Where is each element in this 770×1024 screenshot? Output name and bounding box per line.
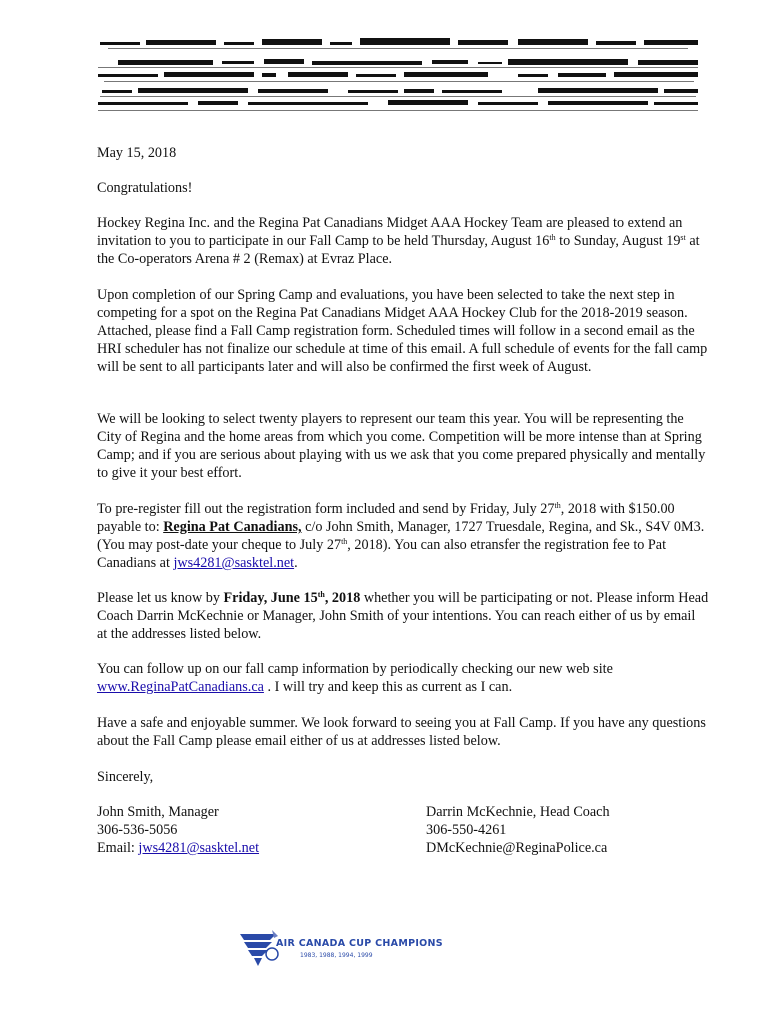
superscript-th: th	[549, 233, 556, 242]
letter-date: May 15, 2018	[97, 145, 177, 161]
coach-email: DMcKechnie@ReginaPolice.ca	[426, 840, 608, 856]
signature-coach	[426, 803, 610, 857]
paragraph-expectations: We will be looking to select twenty players to represent our team this year. You will be representing the City of Regina and the home areas from which you come. Competition will be more intense than at Spring Camp; and if you are serious about playing with us we ask that you come prepared physically and mentally to give it your best effort.	[97, 411, 706, 481]
superscript-st: st	[680, 233, 686, 242]
paragraph-farewell: Have a safe and enjoyable summer. We look forward to seeing you at Fall Camp. If you have any questions about the Fall Camp please email either of us at addresses listed below.	[97, 715, 706, 749]
invitation-text-c: at the Co-operators Arena # 2 (Remax) at Evraz Place.	[97, 233, 700, 267]
maple-leaf-icon	[240, 930, 278, 966]
manager-phone: 306-536-5056	[97, 822, 178, 838]
paragraph-registration	[97, 500, 709, 572]
invitation-text-a: Hockey Regina Inc. and the Regina Pat Canadians Midget AAA Hockey Team are pleased to extend an invitation to you to participate in our Fall Camp to be held Thursday, August 16	[97, 215, 683, 249]
manager-email-line	[97, 839, 259, 857]
website-link[interactable]: www.ReginaPatCanadians.ca	[97, 679, 264, 695]
paragraph-rsvp	[97, 589, 709, 643]
rsvp-text-b: whether you will be participating or not. Please inform Head Coach Darrin McKechnie or Manager, John Smith of your intentions. You can reach either of us by email at the addresses listed below.	[97, 590, 709, 642]
superscript-th: th	[317, 590, 325, 599]
coach-phone: 306-550-4261	[426, 822, 507, 838]
registration-text-c: c/o John Smith, Manager, 1727 Truesdale, Regina, and Sk., S4V 0M3. (You may post-date your cheque to July 27	[97, 519, 705, 553]
etransfer-email-link[interactable]: jws4281@sasktel.net	[173, 555, 295, 571]
letter-closing: Sincerely,	[97, 769, 154, 785]
paragraph-invitation	[97, 214, 709, 268]
email-label: Email:	[97, 840, 139, 856]
superscript-th: th	[554, 501, 561, 510]
letter-greeting: Congratulations!	[97, 180, 193, 196]
registration-text-e: .	[294, 555, 298, 571]
logo-years: 1983, 1988, 1994, 1999	[300, 952, 373, 959]
rsvp-deadline: Friday, June 15	[223, 590, 318, 606]
distorted-letterhead	[98, 34, 702, 118]
website-text-a: You can follow up on our fall camp information by periodically checking our new web site	[97, 661, 613, 677]
paragraph-selection: Upon completion of our Spring Camp and evaluations, you have been selected to take the next step in competing for a spot on the Regina Pat Canadians Midget AAA Hockey Club for the 2018-2019 season. Attached, please find a Fall Camp registration form. Scheduled times will follow in a second email as the HRI scheduler has not finalize our schedule at time of this email. A full schedule of events for the fall camp will be sent to all participants later and will also be confirmed the first week of August.	[97, 287, 708, 375]
registration-text-d: , 2018). You can also etransfer the registration fee to Pat Canadians at	[97, 537, 667, 571]
rsvp-text-a: Please let us know by	[97, 590, 224, 606]
registration-text-a: To pre-register fill out the registration form included and send by Friday, July 27	[97, 501, 555, 517]
logo-title: AIR CANADA CUP CHAMPIONS	[276, 938, 443, 949]
manager-email-link[interactable]: jws4281@sasktel.net	[138, 840, 260, 856]
invitation-text-b: to Sunday, August 19	[555, 233, 681, 249]
signature-manager	[97, 803, 259, 857]
coach-name: Darrin McKechnie, Head Coach	[426, 804, 610, 820]
payee-name: Regina Pat Canadians,	[163, 519, 302, 535]
website-text-b: . I will try and keep this as current as I can.	[263, 679, 513, 695]
rsvp-deadline-year: , 2018	[324, 590, 361, 606]
letterhead-graphic	[98, 34, 702, 118]
manager-name: John Smith, Manager	[97, 804, 219, 820]
paragraph-website	[97, 660, 709, 696]
superscript-th: th	[341, 537, 348, 546]
registration-text-b: , 2018 with $150.00 payable to:	[97, 501, 675, 535]
